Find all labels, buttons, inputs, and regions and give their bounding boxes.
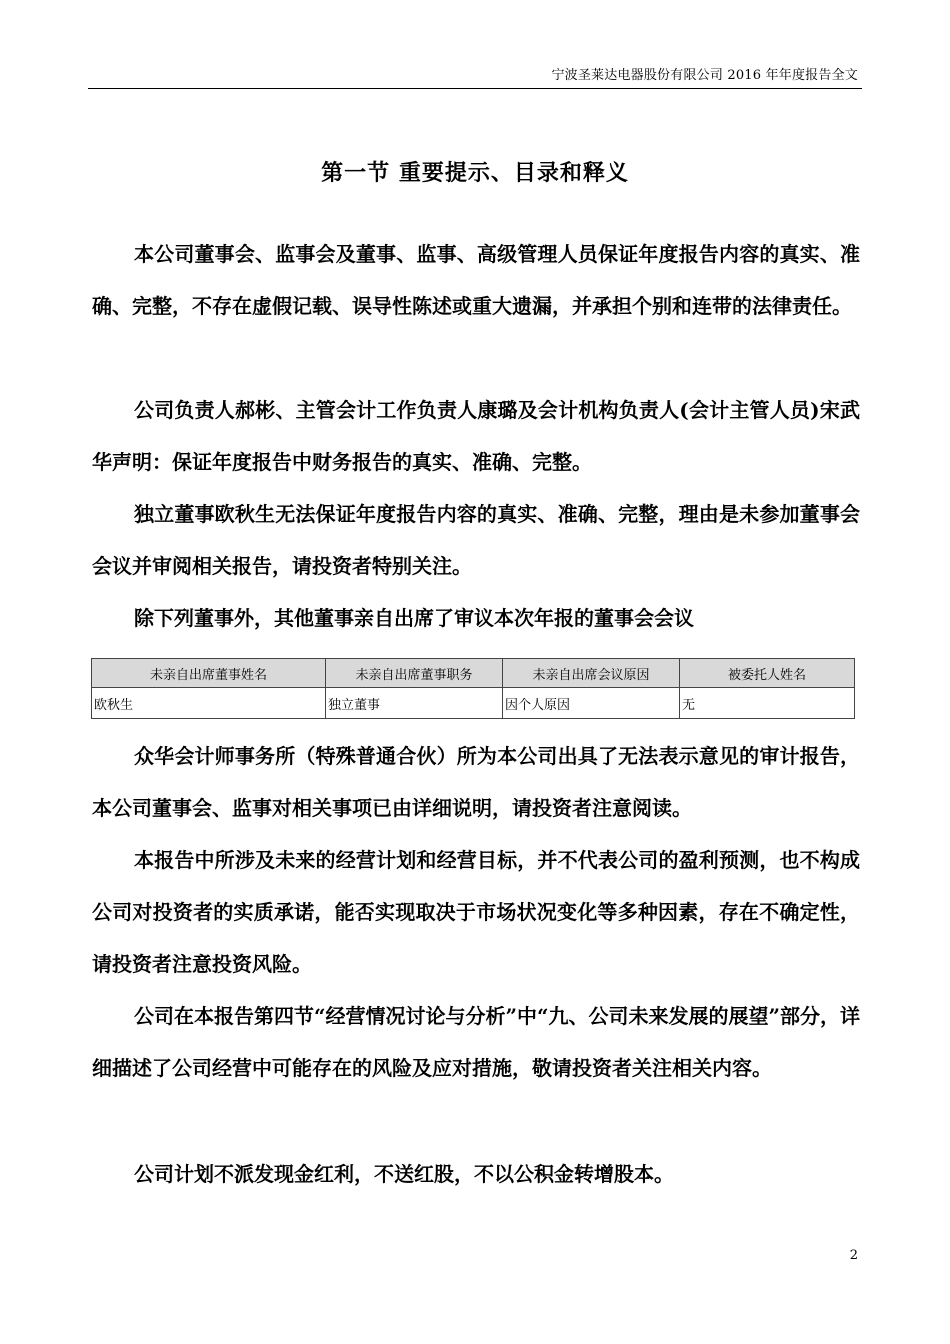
table-header-cell: 被委托人姓名 [680, 659, 855, 688]
table-header-cell: 未亲自出席董事职务 [326, 659, 503, 688]
paragraph-audit-opinion: 众华会计师事务所（特殊普通合伙）所为本公司出具了无法表示意见的审计报告，本公司董事会、监事对相关事项已由详细说明，请投资者注意阅读。 [92, 744, 860, 820]
header-divider [88, 88, 862, 89]
table-header-row [92, 659, 855, 688]
table-cell: 因个人原因 [503, 688, 680, 719]
running-header: 宁波圣莱达电器股份有限公司 2016 年年度报告全文 [551, 68, 858, 83]
table-header-cell: 未亲自出席会议原因 [503, 659, 680, 688]
table-cell: 欧秋生 [92, 688, 326, 719]
table-cell: 独立董事 [326, 688, 503, 719]
table-header-cell: 未亲自出席董事姓名 [92, 659, 326, 688]
table-cell: 无 [680, 688, 855, 719]
paragraph-responsibility-statement: 本公司董事会、监事会及董事、监事、高级管理人员保证年度报告内容的真实、准确、完整，不存在虚假记载、误导性陈述或重大遗漏，并承担个别和连带的法律责任。 [92, 242, 860, 318]
table-row [92, 688, 855, 719]
section-title: 第一节 重要提示、目录和释义 [321, 160, 629, 186]
paragraph-risk-reference: 公司在本报告第四节“经营情况讨论与分析”中“九、公司未来发展的展望”部分，详细描述了公司经营中可能存在的风险及应对措施，敬请投资者关注相关内容。 [92, 1004, 861, 1080]
paragraph-independent-director: 独立董事欧秋生无法保证年度报告内容的真实、准确、完整，理由是未参加董事会会议并审阅相关报告，请投资者特别关注。 [92, 502, 860, 578]
paragraph-attendance-note: 除下列董事外，其他董事亲自出席了审议本次年报的董事会会议 [134, 606, 694, 630]
absent-directors-table [91, 658, 855, 719]
paragraph-officer-declaration: 公司负责人郝彬、主管会计工作负责人康璐及会计机构负责人(会计主管人员)宋武华声明：保证年度报告中财务报告的真实、准确、完整。 [92, 398, 860, 474]
page-number: 2 [849, 1248, 858, 1263]
paragraph-forward-looking: 本报告中所涉及未来的经营计划和经营目标，并不代表公司的盈利预测，也不构成公司对投资者的实质承诺，能否实现取决于市场状况变化等多种因素，存在不确定性，请投资者注意投资风险。 [92, 848, 860, 976]
paragraph-dividend-plan: 公司计划不派发现金红利，不送红股，不以公积金转增股本。 [134, 1162, 674, 1186]
